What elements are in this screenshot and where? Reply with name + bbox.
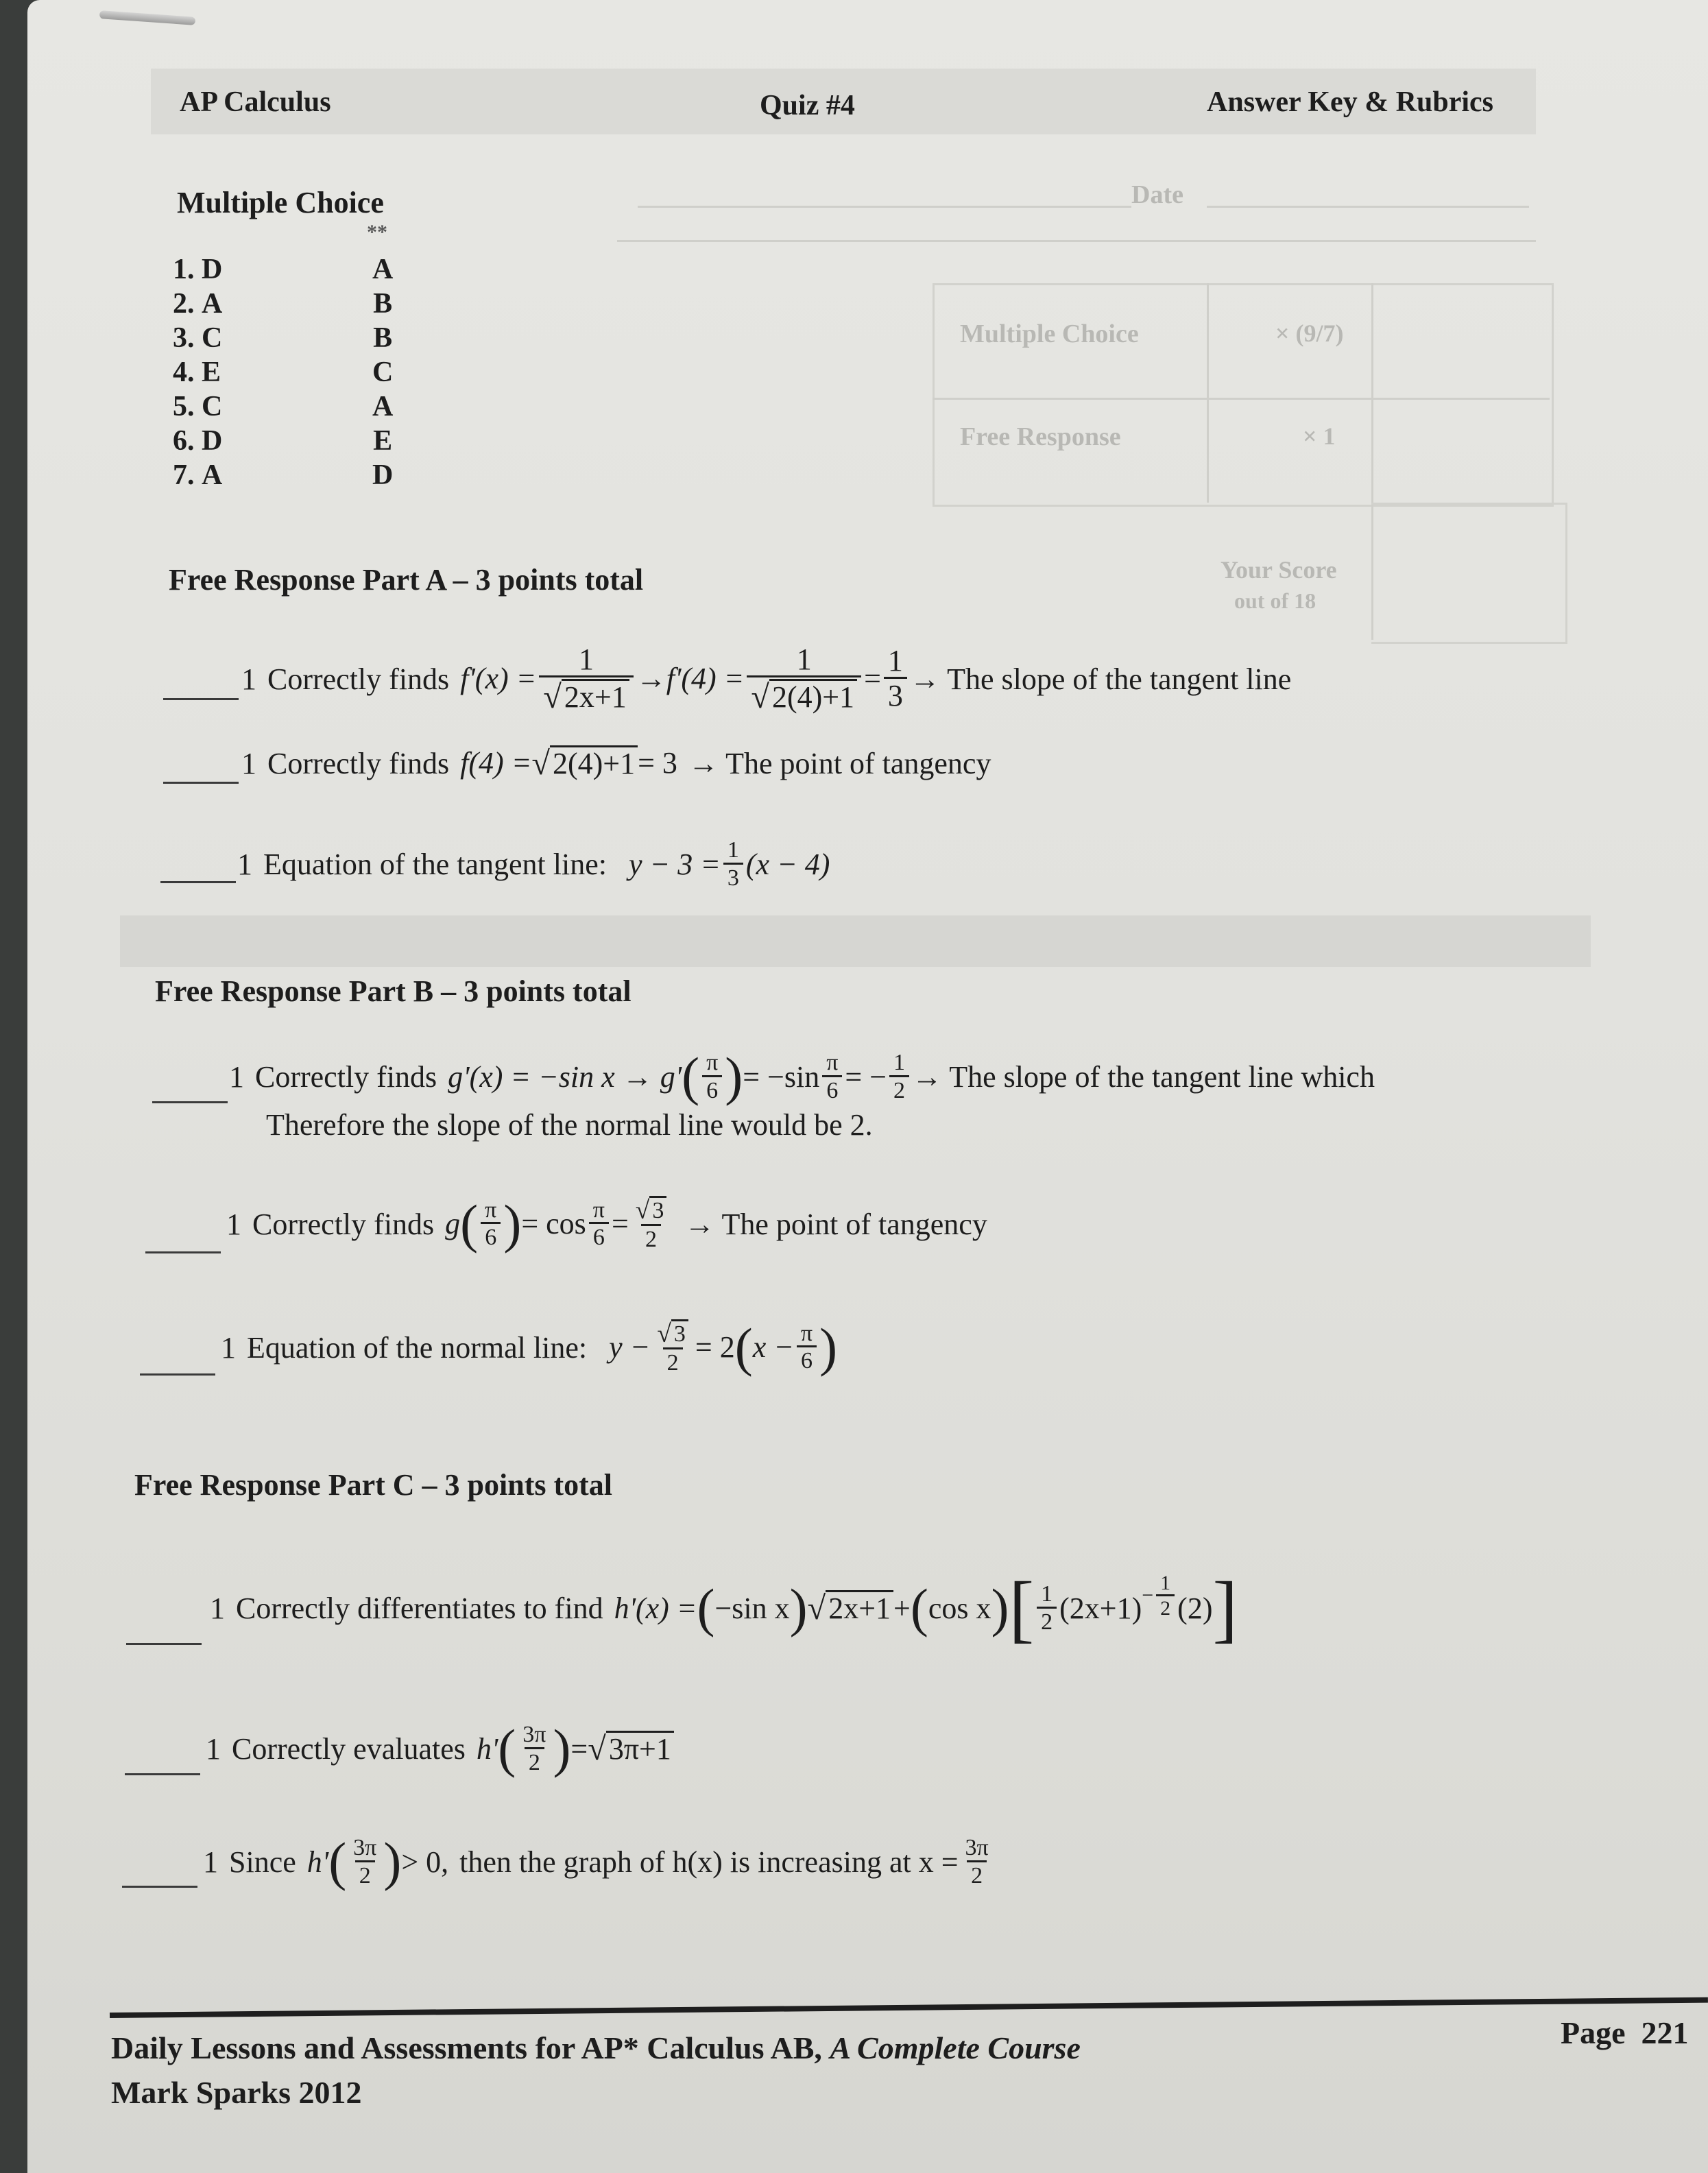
rubric-b3 [221, 1306, 837, 1389]
ghost-table-row-divider [933, 398, 1550, 400]
points-a1: 1 [241, 662, 256, 696]
rubric-c2-text: Correctly evaluates [232, 1731, 466, 1766]
mc-answer-5: 5. C [173, 391, 223, 422]
ghost-total-box [1371, 503, 1567, 644]
score-blank-c2[interactable] [125, 1773, 200, 1775]
mc-answer-3: 3. C [173, 322, 223, 354]
part-c-title: Free Response Part C – 3 points total [134, 1468, 612, 1502]
rubric-b2-text: Correctly finds [252, 1207, 435, 1241]
rubric-a3-text: Equation of the tangent line: [263, 847, 607, 881]
mc-alt-4: C [372, 357, 394, 388]
rubric-b1-continuation: Therefore the slope of the normal line would be 2. [266, 1108, 873, 1142]
formula-normal-line: y − √ 3 2 = 2 ( x − $\frac{\pi}{6}$ ) [609, 1317, 838, 1377]
points-a3: 1 [237, 847, 252, 881]
points-b3: 1 [221, 1330, 236, 1365]
mc-key-list [173, 252, 222, 492]
part-b-title: Free Response Part B – 3 points total [155, 974, 632, 1008]
footer-book-title: Daily Lessons and Assessments for AP* Calculus AB, A Complete Course [111, 2030, 1081, 2065]
formula-tangent-line: y − 3 = $\frac{1}{3}$ (x − 4) [628, 837, 830, 891]
mc-answer-7: 7. A [173, 459, 223, 491]
part-a-title: Free Response Part A – 3 points total [169, 563, 644, 597]
quiz-title: Quiz #4 [760, 90, 855, 121]
rubric-b1-note: → The slope of the tangent line which [912, 1059, 1375, 1094]
x-value-fraction: $\frac{3\pi}{2}$ [965, 1834, 989, 1888]
score-blank-c3[interactable] [122, 1886, 197, 1888]
mc-answer-2: 2. A [173, 288, 223, 320]
ghost-rule [617, 240, 1536, 242]
rubric-a1 [241, 638, 1291, 720]
rubric-c1-text: Correctly differentiates to find [236, 1591, 603, 1625]
ghost-fr-label: Free Response [960, 422, 1121, 451]
points-b1: 1 [229, 1059, 244, 1094]
rubric-a3 [237, 826, 830, 902]
points-a2: 1 [241, 746, 256, 780]
score-blank-a1[interactable] [163, 698, 239, 700]
ghost-score-table [933, 283, 1554, 507]
ghost-name-line [638, 206, 1131, 208]
formula-h-prime-eval: h' ( $\frac{3\pi}{2}$ ) = √ 3π+1 [477, 1722, 674, 1775]
score-blank-b2[interactable] [145, 1251, 221, 1253]
mc-answer-1: 1. D [173, 254, 223, 285]
ghost-score-label-2: out of 18 [1234, 588, 1316, 613]
ghost-table-col-divider-1 [1207, 283, 1209, 503]
score-blank-c1[interactable] [126, 1643, 202, 1645]
footer-author-year: Mark Sparks 2012 [111, 2075, 362, 2110]
formula-g-of-pi-6: g ( $\frac{\pi}{6}$ ) = cos $\frac{\pi}{6}$ = √ 3 2 [445, 1196, 673, 1251]
formula-f-prime: f'(x) = 1 √ 2x+1 → f'(4) = 1 √ 2(4)+1 = $\frac{1}{3}$ [460, 644, 910, 715]
mc-alt-key-list [372, 252, 393, 492]
document-type: Answer Key & Rubrics [1207, 86, 1494, 118]
score-blank-b1[interactable] [152, 1101, 228, 1103]
points-b2: 1 [226, 1207, 241, 1241]
mc-alt-6: E [373, 425, 393, 457]
score-blank-b3[interactable] [140, 1373, 215, 1376]
ghost-date-label: Date [1131, 180, 1183, 209]
rubric-b1 [229, 1042, 1375, 1111]
mc-alt-7: D [372, 459, 394, 491]
alt-column-marker: ** [367, 221, 387, 243]
ghost-fr-multiplier: × 1 [1303, 422, 1336, 450]
mc-alt-2: B [373, 288, 393, 320]
ghost-gray-band [120, 915, 1591, 967]
mc-alt-1: A [372, 254, 394, 285]
score-blank-a3[interactable] [160, 881, 236, 883]
mc-answer-4: 4. E [173, 357, 221, 388]
mc-alt-3: B [373, 322, 393, 354]
points-c2: 1 [206, 1731, 221, 1766]
rubric-c3-note: then the graph of h(x) is increasing at x = [459, 1845, 959, 1879]
mc-alt-5: A [372, 391, 394, 422]
formula-h-prime: h'(x) = ( −sin x ) √ 2x+1 + ( cos x ) [ $\frac{1}{2}$ (2x+1) $^{- \frac{1}{2}}$ (2) ] [614, 1565, 1238, 1650]
rubric-a2-text: Correctly finds [267, 746, 450, 780]
formula-g-prime: g'(x) = −sin x → g' ( $\frac{\pi}{6}$ ) = −sin $\frac{\pi}{6}$ = − $\frac{1}{2}$ [448, 1051, 912, 1103]
rubric-b2-note: → The point of tangency [684, 1207, 987, 1241]
ghost-score-label-1: Your Score [1220, 556, 1337, 584]
ghost-mc-label: Multiple Choice [960, 320, 1139, 348]
multiple-choice-title: Multiple Choice [177, 186, 384, 219]
rubric-c1 [210, 1557, 1238, 1659]
rubric-b3-text: Equation of the normal line: [247, 1330, 588, 1365]
rubric-b2 [226, 1186, 987, 1262]
formula-f-of-4: f(4) = √ 2(4)+1 = 3 [460, 745, 677, 782]
rubric-a1-text: Correctly finds [267, 662, 450, 696]
points-c1: 1 [210, 1591, 225, 1625]
rubric-a2-note: → The point of tangency [688, 746, 991, 780]
course-title: AP Calculus [180, 86, 331, 118]
score-blank-a2[interactable] [163, 782, 239, 784]
formula-h-prime-positive: h' ( $\frac{3\pi}{2}$ ) > 0, [306, 1831, 449, 1891]
ghost-date-line [1207, 206, 1529, 208]
points-c3: 1 [203, 1845, 218, 1879]
paper-clip-shadow [99, 10, 195, 25]
rubric-b1-text: Correctly finds [255, 1059, 437, 1094]
ghost-mc-multiplier: × (9/7) [1275, 320, 1344, 347]
mc-answer-6: 6. D [173, 425, 223, 457]
rubric-c2 [206, 1711, 674, 1786]
page-number: Page 221 [1561, 2015, 1689, 2050]
rubric-c3 [203, 1824, 996, 1899]
rubric-a1-note: → The slope of the tangent line [909, 662, 1292, 696]
rubric-c3-text: Since [229, 1845, 296, 1879]
rubric-a2 [241, 739, 991, 787]
